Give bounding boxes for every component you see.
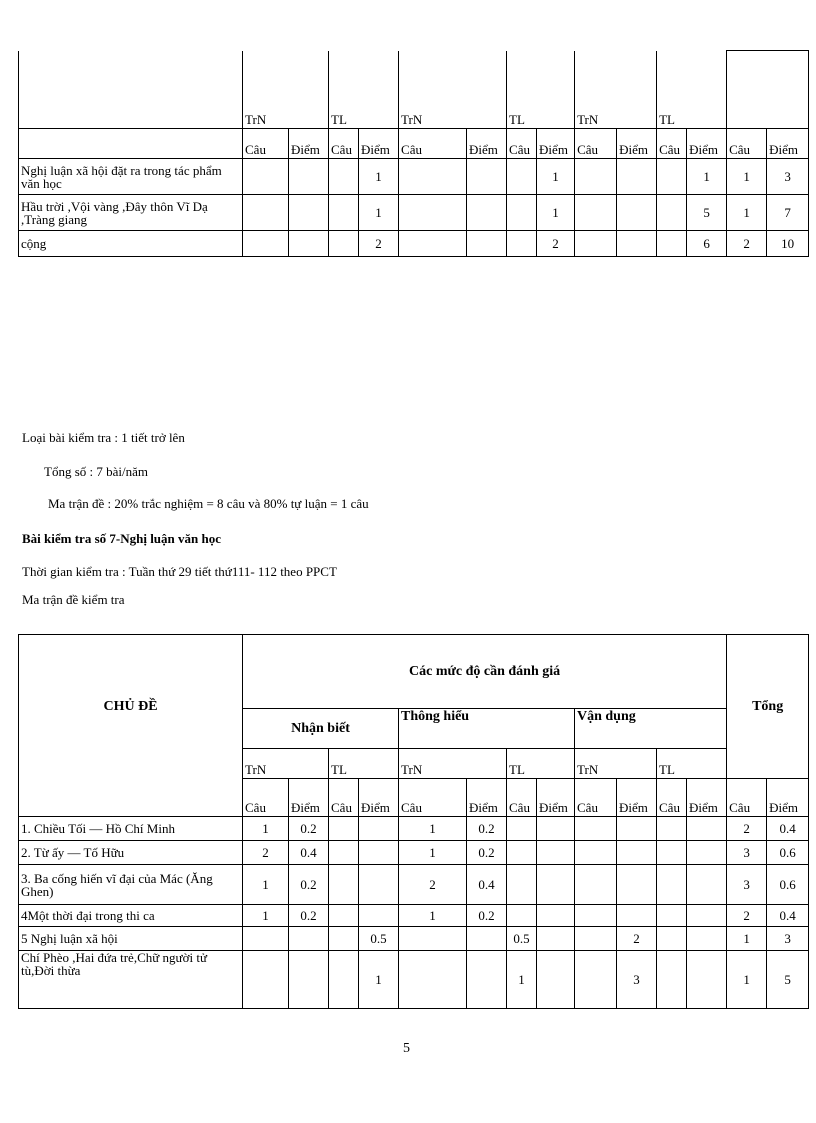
cell: 5 — [767, 951, 809, 1009]
cell: 0.2 — [289, 817, 329, 841]
table-1 — [18, 50, 809, 257]
cell: 3 — [767, 159, 809, 195]
cell — [657, 817, 687, 841]
cell: 2 — [359, 231, 399, 257]
cell — [507, 865, 537, 905]
table-row — [19, 927, 809, 951]
table-row — [19, 905, 809, 927]
table-row — [19, 817, 809, 841]
cell: 0.5 — [507, 927, 537, 951]
cell — [657, 927, 687, 951]
cell: 1 — [243, 817, 289, 841]
cell: 2 — [727, 231, 767, 257]
table-2-tl-3: TL — [657, 749, 727, 779]
cell — [575, 951, 617, 1009]
cell: 2 — [727, 905, 767, 927]
table-2-diem: Điểm — [467, 779, 507, 817]
section-heading: Bài kiểm tra số 7-Nghị luận văn học — [22, 531, 221, 546]
cell: 0.6 — [767, 841, 809, 865]
table-2-cau: Câu — [657, 779, 687, 817]
row-label: 2. Từ ấy — Tố Hữu — [19, 841, 243, 865]
info-line-3: Ma trận đề : 20% trắc nghiệm = 8 câu và 80% tự luận = 1 câu — [48, 496, 369, 511]
cell: 1 — [727, 927, 767, 951]
cell — [575, 905, 617, 927]
cell: 1 — [243, 905, 289, 927]
table-1-trn-2: TrN — [399, 51, 507, 129]
table-2-diem: Điểm — [767, 779, 809, 817]
row-label: cộng — [19, 231, 243, 257]
cell — [359, 865, 399, 905]
table-2 — [18, 634, 809, 1009]
cell — [575, 927, 617, 951]
table-1-cau: Câu — [329, 129, 359, 159]
table-2-tl-2: TL — [507, 749, 575, 779]
cell: 10 — [767, 231, 809, 257]
tong-header: Tổng — [727, 635, 809, 779]
cell — [467, 951, 507, 1009]
cell: 2 — [399, 865, 467, 905]
cell — [243, 951, 289, 1009]
cell — [617, 905, 657, 927]
van-dung-header: Vận dụng — [575, 709, 727, 749]
cell — [329, 841, 359, 865]
info-line-2: Tổng số : 7 bài/năm — [44, 464, 148, 479]
cell — [537, 905, 575, 927]
table-1-cau: Câu — [399, 129, 467, 159]
table-2-cau: Câu — [329, 779, 359, 817]
table-2-diem: Điểm — [687, 779, 727, 817]
cell: 0.2 — [467, 841, 507, 865]
table-2-cau: Câu — [575, 779, 617, 817]
table-2-diem: Điểm — [289, 779, 329, 817]
cell — [399, 927, 467, 951]
cell: 7 — [767, 195, 809, 231]
table-1-tl-3: TL — [657, 51, 727, 129]
row-label: Hầu trời ,Vội vàng ,Đây thôn Vĩ Dạ ,Tràng giang — [19, 195, 243, 231]
row-label: Chí Phèo ,Hai đứa trẻ,Chữ người tử tù,Đời thừa — [19, 951, 243, 1009]
cell — [657, 865, 687, 905]
table-2-tl-1: TL — [329, 749, 399, 779]
cell — [507, 817, 537, 841]
table-2-trn-3: TrN — [575, 749, 657, 779]
table-1-diem: Điểm — [617, 129, 657, 159]
cell: 0.2 — [467, 905, 507, 927]
cell: 0.2 — [467, 817, 507, 841]
cell: 1 — [399, 905, 467, 927]
row-label: 4Một thời đại trong thi ca — [19, 905, 243, 927]
table-2-diem: Điểm — [359, 779, 399, 817]
cell — [687, 905, 727, 927]
info-line-1: Loại bài kiểm tra : 1 tiết trở lên — [22, 430, 185, 445]
cell: 0.4 — [767, 817, 809, 841]
thong-hieu-header: Thông hiểu — [399, 709, 575, 749]
cell — [687, 841, 727, 865]
table-1-trn-3: TrN — [575, 51, 657, 129]
cell: 2 — [537, 231, 575, 257]
cell — [359, 817, 399, 841]
cell — [329, 927, 359, 951]
table-1-tl-1: TL — [329, 51, 399, 129]
muc-do-header: Các mức độ cần đánh giá — [243, 635, 727, 709]
cell: 1 — [687, 159, 727, 195]
cell: 0.4 — [467, 865, 507, 905]
table-1-diem: Điểm — [767, 129, 809, 159]
cell — [687, 927, 727, 951]
table-2-trn-1: TrN — [243, 749, 329, 779]
cell — [575, 817, 617, 841]
cell — [617, 817, 657, 841]
cell — [617, 841, 657, 865]
cell: 3 — [727, 865, 767, 905]
cell — [657, 841, 687, 865]
table-1-tl-2: TL — [507, 51, 575, 129]
cell: 1 — [399, 817, 467, 841]
cell — [537, 817, 575, 841]
row-label: 1. Chiều Tối — Hồ Chí Minh — [19, 817, 243, 841]
cell: 5 — [687, 195, 727, 231]
table-row — [19, 231, 809, 257]
cell — [537, 927, 575, 951]
cell — [687, 951, 727, 1009]
cell: 0.4 — [289, 841, 329, 865]
cell — [537, 951, 575, 1009]
table-2-trn-2: TrN — [399, 749, 507, 779]
table-1-header-row-2 — [19, 129, 809, 159]
cell: 3 — [767, 927, 809, 951]
cell: 2 — [243, 841, 289, 865]
info-line-5: Ma trận đề kiểm tra — [22, 592, 125, 607]
cell — [243, 927, 289, 951]
cell: 2 — [727, 817, 767, 841]
table-1-trn-1: TrN — [243, 51, 329, 129]
cell — [575, 865, 617, 905]
table-1-header-row-1 — [19, 51, 809, 129]
table-1-cau: Câu — [657, 129, 687, 159]
cell: 1 — [727, 195, 767, 231]
cell: 0.2 — [289, 905, 329, 927]
cell — [537, 841, 575, 865]
cell: 1 — [359, 159, 399, 195]
cell — [329, 817, 359, 841]
cell: 1 — [537, 195, 575, 231]
cell — [657, 905, 687, 927]
table-1-diem: Điểm — [687, 129, 727, 159]
cell — [687, 817, 727, 841]
cell — [657, 951, 687, 1009]
row-label: 3. Ba cống hiến vĩ đại của Mác (Ăng Ghen) — [19, 865, 243, 905]
cell: 3 — [727, 841, 767, 865]
cell — [687, 865, 727, 905]
cell: 0.5 — [359, 927, 399, 951]
cell — [359, 905, 399, 927]
table-1-cau: Câu — [575, 129, 617, 159]
cell — [289, 951, 329, 1009]
table-row — [19, 159, 809, 195]
table-1-diem: Điểm — [289, 129, 329, 159]
cell — [537, 865, 575, 905]
table-2-cau: Câu — [507, 779, 537, 817]
cell: 1 — [727, 951, 767, 1009]
cell: 0.2 — [289, 865, 329, 905]
table-1-cau: Câu — [243, 129, 289, 159]
table-1-diem: Điểm — [359, 129, 399, 159]
cell: 1 — [507, 951, 537, 1009]
cell — [467, 927, 507, 951]
row-label: 5 Nghị luận xã hội — [19, 927, 243, 951]
cell — [399, 951, 467, 1009]
cell — [575, 841, 617, 865]
table-2-cau: Câu — [243, 779, 289, 817]
cell: 6 — [687, 231, 727, 257]
table-2-blank-subheader — [19, 779, 243, 817]
cell — [289, 927, 329, 951]
cell — [359, 841, 399, 865]
cell: 1 — [359, 195, 399, 231]
table-1-cau: Câu — [727, 129, 767, 159]
cell: 0.4 — [767, 905, 809, 927]
table-row — [19, 195, 809, 231]
row-label: Nghị luận xã hội đặt ra trong tác phẩm văn học — [19, 159, 243, 195]
table-1-blank-header — [19, 51, 243, 129]
table-2-diem: Điểm — [537, 779, 575, 817]
table-2-cau: Câu — [727, 779, 767, 817]
table-row — [19, 951, 809, 1009]
cell: 1 — [359, 951, 399, 1009]
cell: 3 — [617, 951, 657, 1009]
cell: 1 — [537, 159, 575, 195]
chu-de-header: CHỦ ĐỀ — [19, 635, 243, 779]
table-1-tong-blank — [727, 51, 809, 129]
cell: 2 — [617, 927, 657, 951]
table-2-diem: Điểm — [617, 779, 657, 817]
cell — [329, 865, 359, 905]
cell — [329, 905, 359, 927]
table-2-body — [19, 817, 809, 1009]
cell: 1 — [243, 865, 289, 905]
table-row — [19, 841, 809, 865]
cell: 1 — [727, 159, 767, 195]
table-1-blank-subheader — [19, 129, 243, 159]
table-1-cau: Câu — [507, 129, 537, 159]
page-number: 5 — [403, 1041, 410, 1056]
cell — [617, 865, 657, 905]
table-1-diem: Điểm — [467, 129, 507, 159]
nhan-biet-header: Nhận biết — [243, 709, 399, 749]
cell: 1 — [399, 841, 467, 865]
cell — [507, 905, 537, 927]
table-row — [19, 865, 809, 905]
cell — [507, 841, 537, 865]
info-line-4: Thời gian kiểm tra : Tuần thứ 29 tiết thứ111- 112 theo PPCT — [22, 564, 337, 579]
cell: 0.6 — [767, 865, 809, 905]
table-1-diem: Điểm — [537, 129, 575, 159]
table-2-cau: Câu — [399, 779, 467, 817]
cell — [329, 951, 359, 1009]
